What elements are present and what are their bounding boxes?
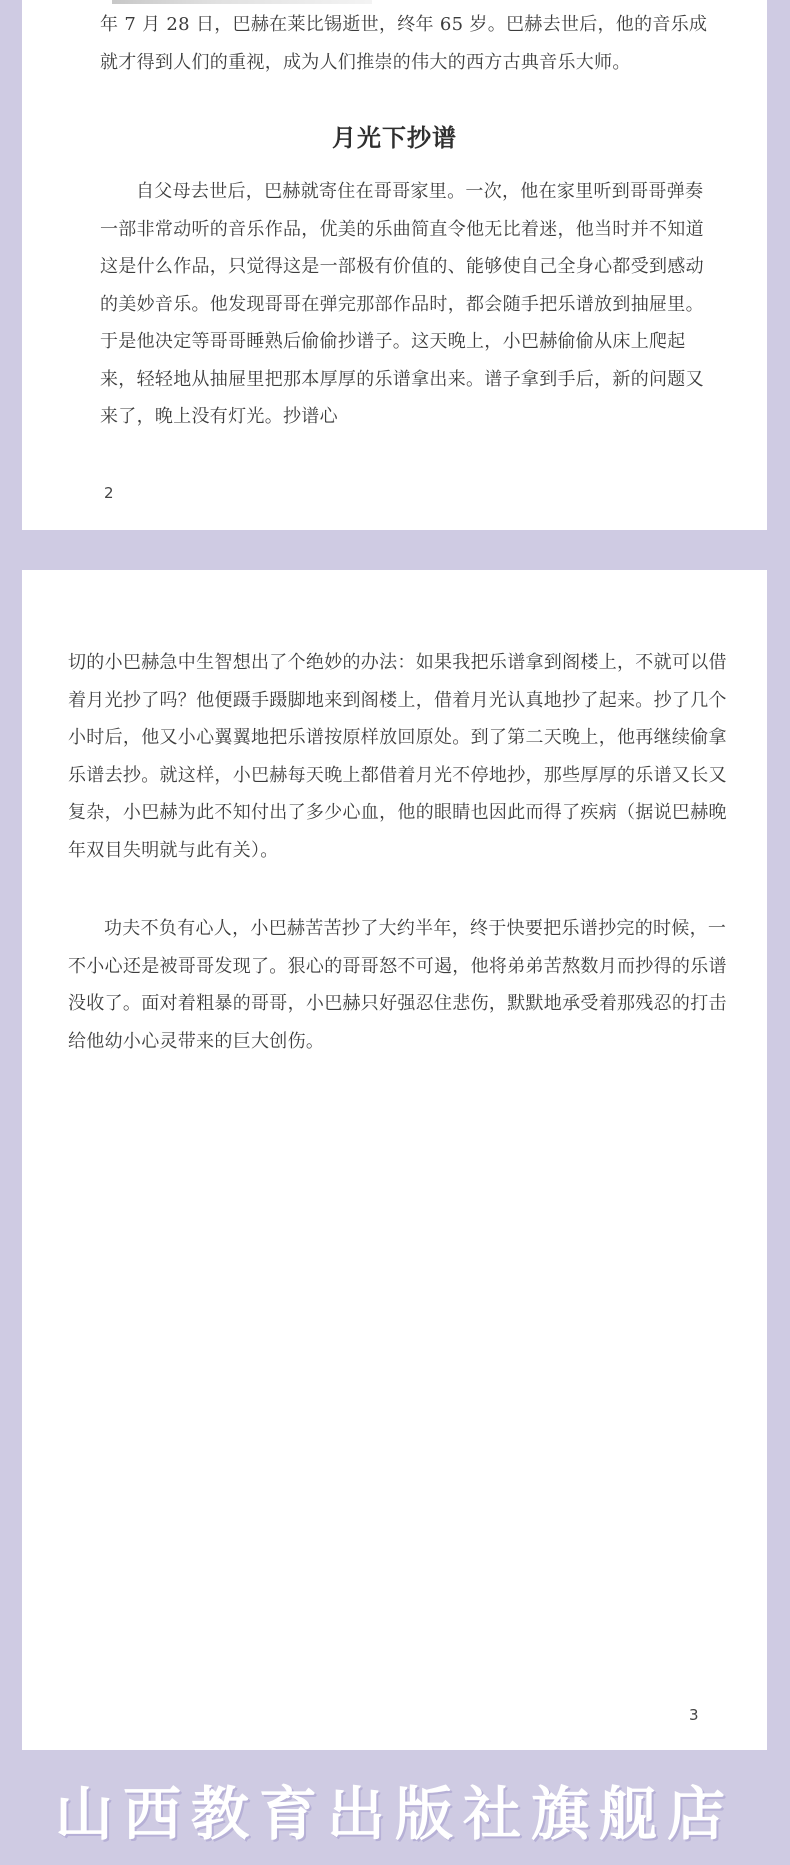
paragraph-moonlight-copying: 自父母去世后，巴赫就寄住在哥哥家里。一次，他在家里听到哥哥弹奏一部非常动听的音乐作品，优美的乐曲简直令他无比着迷，他当时并不知道这是什么作品，只觉得这是一部极有价值的、能够使自己全身心都受到感动的美妙音乐。他发现哥哥在弹完那部作品时，都会随手把乐谱放到抽屉里。于是他决定等哥哥睡熟后偷偷抄谱子。这天晚上，小巴赫偷偷从床上爬起来，轻轻地从抽屉里把那本厚厚的乐谱拿出来。谱子拿到手后，新的问题又来了，晚上没有灯光。抄谱心 <box>100 181 704 427</box>
paragraph-bach-death: 年 7 月 28 日，巴赫在莱比锡逝世，终年 65 岁。巴赫去世后，他的音乐成就才得到人们的重视，成为人们推崇的伟大的西方古典音乐大师。 <box>100 14 708 73</box>
page-number: 3 <box>689 1706 699 1724</box>
store-banner <box>0 1752 790 1865</box>
store-name: 山西教育出版社旗舰店 <box>54 1779 735 1848</box>
section-title: 月光下抄谱 <box>332 124 457 152</box>
cropped-text-line <box>112 0 372 4</box>
book-page-2 <box>22 0 767 530</box>
paragraph-attic-idea: 切的小巴赫急中生智想出了个绝妙的办法：如果我把乐谱拿到阁楼上，不就可以借着月光抄了吗？他便蹑手蹑脚地来到阁楼上，借着月光认真地抄了起来。抄了几个小时后，他又小心翼翼地把乐谱按原样放回原处。到了第二天晚上，他再继续偷拿乐谱去抄。就这样，小巴赫每天晚上都借着月光不停地抄，那些厚厚的乐谱又长又复杂，小巴赫为此不知付出了多少心血，他的眼睛也因此而得了疾病（据说巴赫晚年双目失明就与此有关）。 <box>68 652 727 861</box>
paragraph-discovered: 功夫不负有心人，小巴赫苦苦抄了大约半年，终于快要把乐谱抄完的时候，一不小心还是被哥哥发现了。狠心的哥哥怒不可遏，他将弟弟苦熬数月而抄得的乐谱没收了。面对着粗暴的哥哥，小巴赫只好强忍住悲伤，默默地承受着那残忍的打击给他幼小心灵带来的巨大创伤。 <box>68 918 727 1052</box>
book-page-3 <box>22 570 767 1750</box>
page-number: 2 <box>104 484 114 502</box>
